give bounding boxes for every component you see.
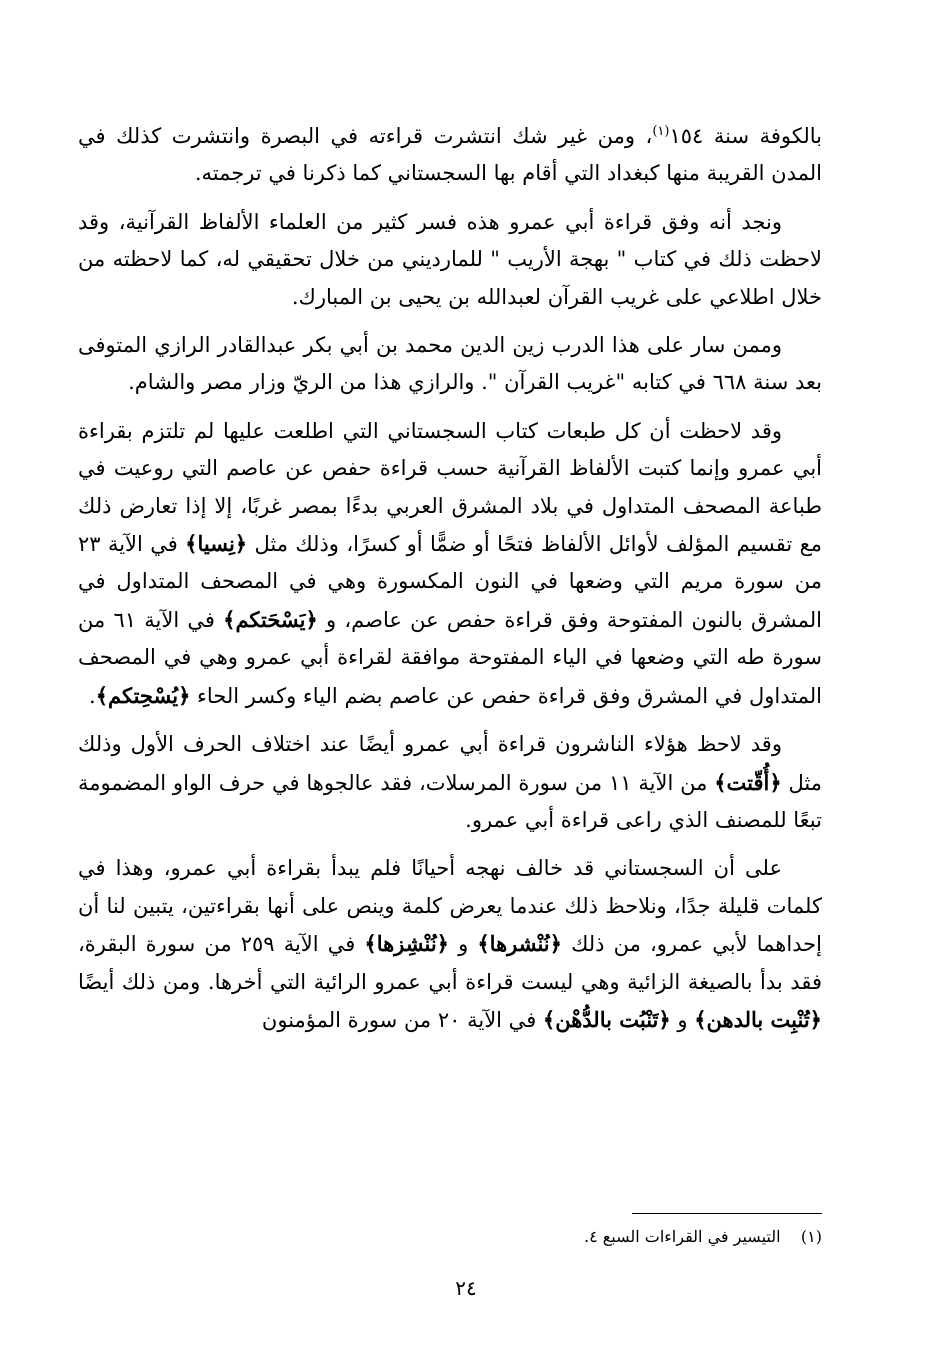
paragraph [78,118,822,193]
footnote [222,1225,822,1249]
quranic-word: ﴿يَسْحَتكم﴾ [223,606,318,632]
quranic-word: ﴿نِسيا﴾ [185,531,248,557]
text-run: وقد لاحظ هؤلاء الناشرون قراءة أبي عمرو أيضًا عند اختلاف الحرف الأول وذلك مثل [78,732,822,795]
text-run: . [89,683,96,708]
footnote-reference: (١) [652,124,670,139]
paragraph [78,413,822,715]
footnote-separator [632,1213,822,1214]
footnote-marker: (١) [800,1227,822,1246]
quranic-word: ﴿نُنْشرها﴾ [477,931,562,957]
paragraph [78,204,822,316]
paragraph [78,327,822,402]
quranic-word: ﴿نُنْشِزها﴾ [364,931,449,957]
quranic-word: ﴿يُسْحِتكم﴾ [95,682,191,708]
text-run: ونجد أنه وفق قراءة أبي عمرو هذه فسر كثير من العلماء الألفاظ القرآنية، وقد لاحظت ذلك في كتاب " بهجة الأريب " للمارديني من خلال تحقيقي له، كما لاحظته من خلال اطلاعي على غريب القرآن لعبدالله بن يحيى بن المبارك. [78,209,822,309]
text-run: بالكوفة سنة ١٥٤ [669,124,822,148]
text-run: على أن السجستاني قد خالف نهجه أحيانًا فلم يبدأ بقراءة أبي عمرو، وهذا في كلمات قليلة جدًا، ونلاحظ ذلك عندما يعرض كلمة وينص على أنها بقراءتين، يتبين لنا أن إحداهما لأبي عمرو، من ذلك [78,856,822,957]
quranic-word: ﴿تُنْبِت بالدهن﴾ [694,1006,822,1032]
text-run: في الآية ٢٥٩ من سورة البقرة، فقد بدأ بالصيغة الزائية وهي ليست قراءة أبي عمرو الرائية التي أخرها. ومن ذلك أيضًا [78,932,822,994]
footnote-text: التيسير في القراءات السبع ٤. [583,1227,781,1246]
quranic-word: ﴿أُقّتت﴾ [714,769,782,795]
paragraph [78,850,822,1039]
text-run: في الآية ٦١ من سورة طه التي وضعها في الياء المفتوحة موافقة لقراءة أبي عمرو وهي في المصحف المتداول في المشرق وفق قراءة حفص عن عاصم بضم الياء وكسر الحاء [78,607,822,708]
text-run: ، ومن غير شك انتشرت قراءته في البصرة وانتشرت كذلك في المدن القريبة منها كبغداد التي أقام بها السجستاني كما ذكرنا في ترجمته. [78,124,822,186]
text-run: في الآية ٢٠ من سورة المؤمنون [261,1007,543,1032]
text-run: و [448,932,478,957]
text-run: وقد لاحظت أن كل طبعات كتاب السجستاني التي اطلعت عليها لم تلتزم بقراءة أبي عمرو وإنما كتبت الألفاظ القرآنية حسب قراءة حفص عن عاصم التي روعيت في طباعة المصحف المتداول في بلاد المشرق العربي بدءًا بمصر غربًا، إلا إذا تعارض ذلك مع تقسيم المؤلف لأوائل الألفاظ فتحًا أو ضمًّا أو كسرًا، وذلك مثل [78,418,822,557]
text-run: من الآية ١١ من سورة المرسلات، فقد عالجوها في حرف الواو المضمومة تبعًا للمصنف الذي راعى قراءة أبي عمرو. [78,770,822,832]
quranic-word: ﴿تَنْبُت بالدُّهْن﴾ [542,1006,671,1032]
text-run: وممن سار على هذا الدرب زين الدين محمد بن أبي بكر عبدالقادر الرازي المتوفى بعد سنة ٦٦٨ في كتابه "غريب القرآن ". والرازي هذا من الريّ وزار مصر والشام. [78,333,822,395]
page-number: ٢٤ [455,1276,477,1300]
text-run: و [670,1007,695,1032]
main-text [78,118,822,1050]
paragraph [78,726,822,839]
text-run: في الآية ٢٣ من سورة مريم التي وضعها في النون المكسورة وهي في المصحف المتداول في المشرق بالنون المفتوحة وفق قراءة حفص عن عاصم، و [78,532,822,632]
